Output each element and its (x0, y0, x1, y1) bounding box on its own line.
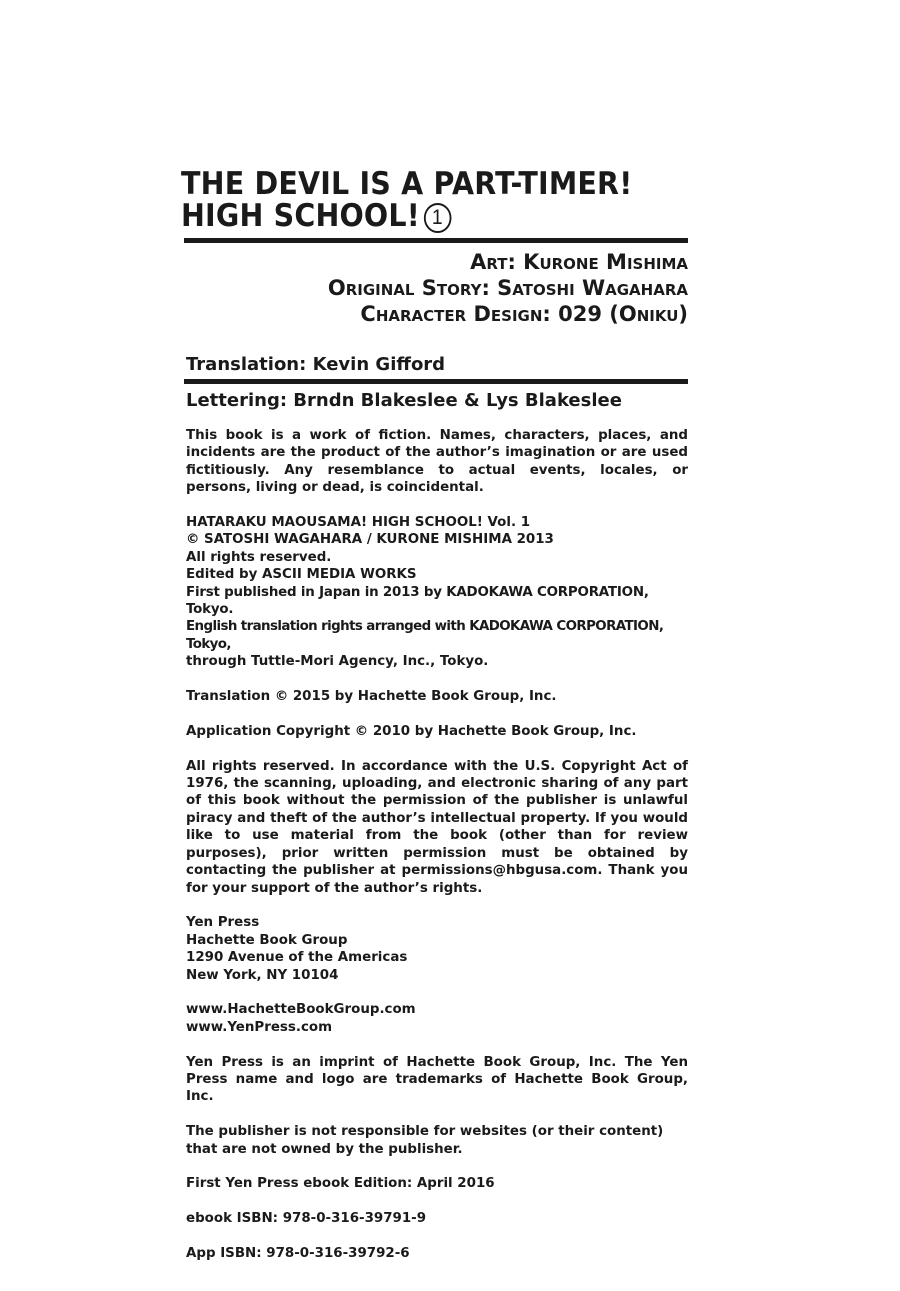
copyright-line-authors: © SATOSHI WAGAHARA / KURONE MISHIMA 2013 (186, 532, 554, 548)
translation-credit: Translation: Kevin Gifford (186, 354, 446, 375)
publisher-city: New York, NY 10104 (186, 967, 339, 983)
websites (186, 1001, 688, 1036)
translation-copyright: Translation © 2015 by Hachette Book Group, Inc. (186, 689, 557, 705)
lettering-credit: Lettering: Brndn Blakeslee & Lys Blakeslee (186, 390, 622, 411)
publisher-group: Hachette Book Group (186, 932, 348, 948)
website-yenpress: www.YenPress.com (186, 1019, 333, 1035)
title-divider (184, 238, 688, 243)
copyright-line-translation-rights: English translation rights arranged with KADOKAWA CORPORATION, Tokyo, (186, 619, 664, 652)
ebook-isbn: ebook ISBN: 978-0-316-39791-9 (186, 1211, 427, 1227)
credits-block (328, 249, 688, 327)
book-title (181, 168, 659, 233)
fiction-disclaimer: This book is a work of fiction. Names, characters, places, and incidents are the product of the author’s imagination or are used fictitiously. Any resemblance to actual events, locales, or persons, living or dead, is coincidental. (186, 428, 688, 496)
publisher-name: Yen Press (186, 915, 260, 931)
copyright-line-agency: through Tuttle-Mori Agency, Inc., Tokyo. (186, 654, 489, 670)
rights-notice: All rights reserved. In accordance with the U.S. Copyright Act of 1976, the scanning, uploading, and electronic sharing of any part of this book without the permission of the publisher is unlawful piracy and theft of the author’s intellectual property. If you would like to use material from the book (other than for review purposes), prior written permission must be obtained by contacting the publisher at permissions@hbgusa.com. Thank you for your support of the author’s rights. (186, 758, 688, 896)
credit-art: Art: Kurone Mishima (470, 250, 688, 274)
title-line-2-text: HIGH SCHOOL! (181, 198, 420, 234)
staff-divider (184, 379, 688, 384)
app-isbn: App ISBN: 978-0-316-39792-6 (186, 1245, 410, 1261)
volume-number-badge: 1 (424, 203, 452, 233)
title-line-1: THE DEVIL IS A PART-TIMER! (181, 166, 633, 202)
copyright-line-original-title: HATARAKU MAOUSAMA! HIGH SCHOOL! Vol. 1 (186, 515, 531, 531)
copyright-block (186, 514, 688, 671)
copyright-line-editor: Edited by ASCII MEDIA WORKS (186, 567, 417, 583)
imprint-notice: Yen Press is an imprint of Hachette Book Group, Inc. The Yen Press name and logo are trademarks of Hachette Book Group, Inc. (186, 1054, 688, 1105)
copyright-line-first-published: First published in Japan in 2013 by KADOKAWA CORPORATION, Tokyo. (186, 584, 649, 618)
legal-text (186, 427, 688, 1280)
publisher-address (186, 914, 688, 984)
credit-character-design: Character Design: 029 (Oniku) (360, 302, 688, 326)
title-line-2 (181, 200, 659, 233)
copyright-line-rights: All rights reserved. (186, 549, 332, 565)
publisher-disclaimer: The publisher is not responsible for websites (or their content) that are not owned by the publisher. (186, 1124, 664, 1157)
credit-original-story: Original Story: Satoshi Wagahara (327, 276, 688, 300)
edition-line: First Yen Press ebook Edition: April 2016 (186, 1176, 495, 1192)
publisher-street: 1290 Avenue of the Americas (186, 950, 408, 966)
website-hachette: www.HachetteBookGroup.com (186, 1002, 416, 1018)
application-copyright: Application Copyright © 2010 by Hachette Book Group, Inc. (186, 723, 637, 739)
